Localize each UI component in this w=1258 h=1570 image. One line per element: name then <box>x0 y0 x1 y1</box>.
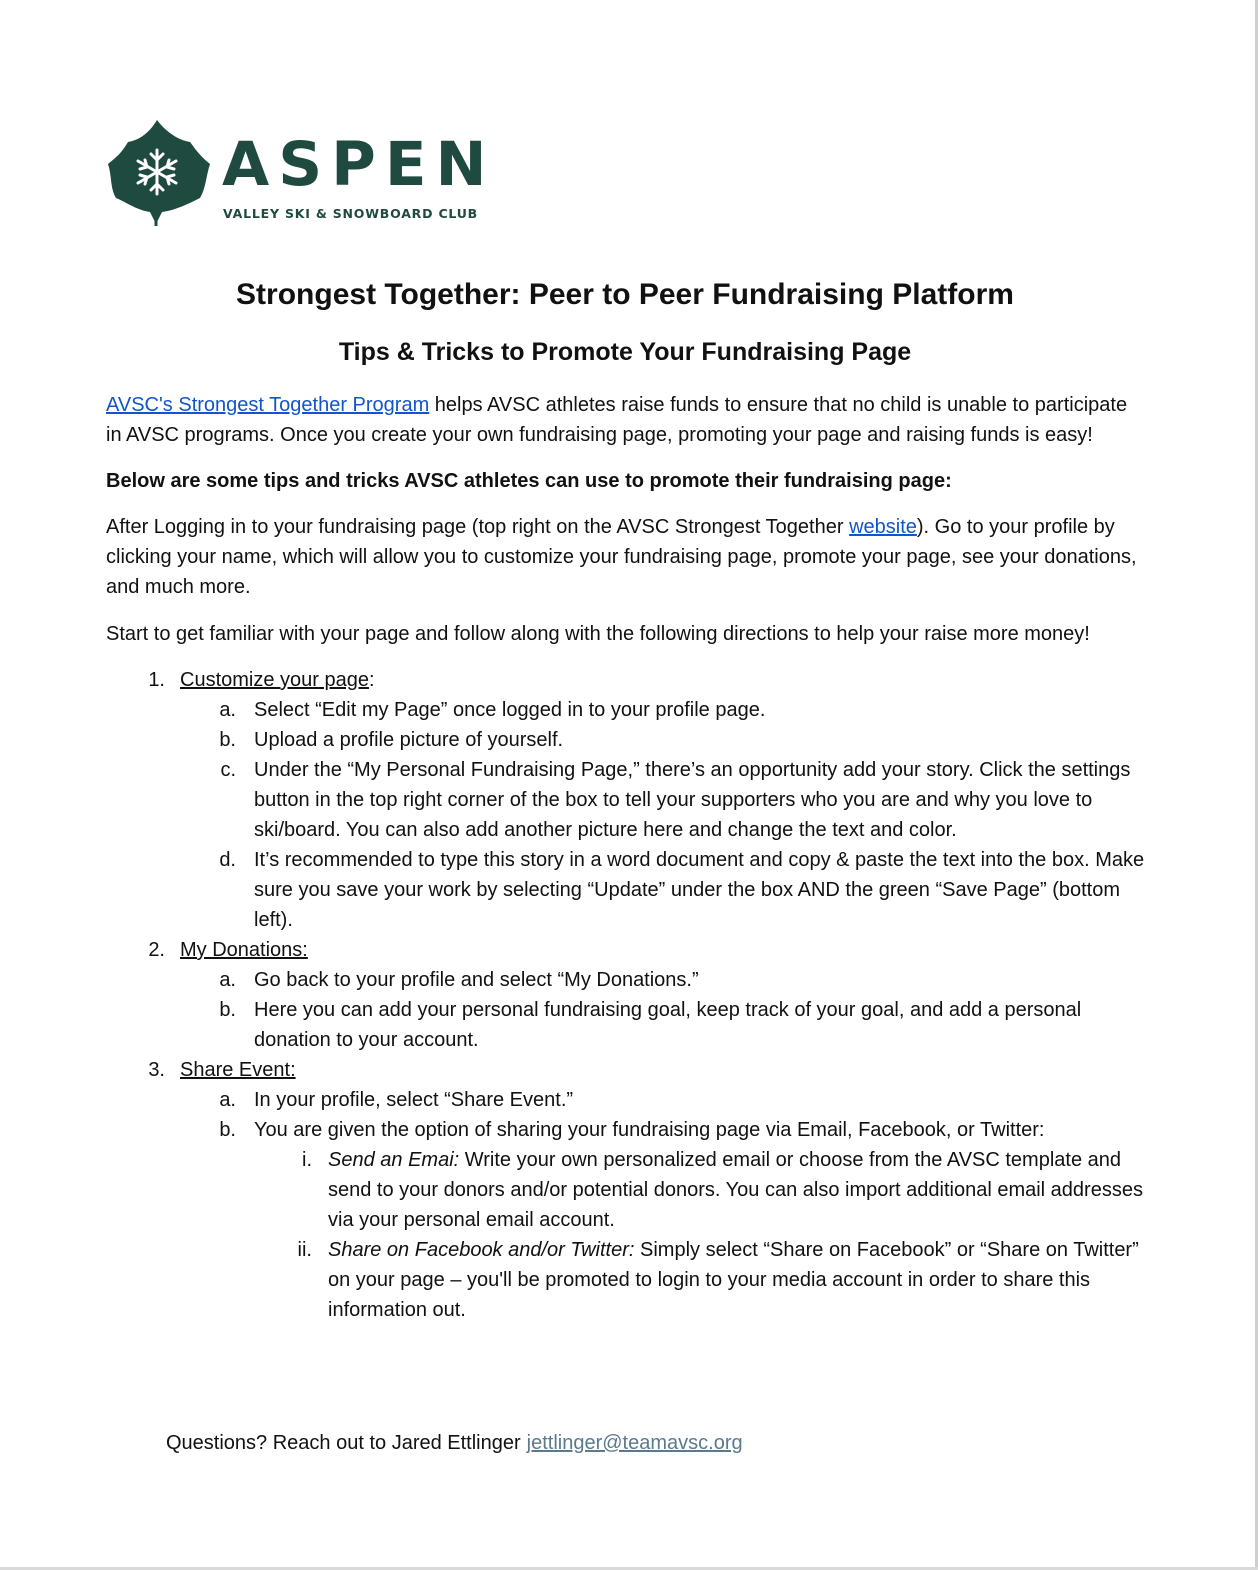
step-marker: 2. <box>148 939 165 961</box>
step-heading: Customize your page <box>180 669 369 691</box>
list-item <box>106 725 1146 755</box>
aspen-logo <box>106 118 496 228</box>
step-heading: Share Event: <box>180 1059 296 1081</box>
list-item <box>106 1115 1146 1145</box>
logo-tagline: VALLEY SKI & SNOWBOARD CLUB <box>223 206 479 221</box>
item-text: Under the “My Personal Fundraising Page,” there’s an opportunity add your story. Click the settings button in the top right corner of the box to tell your supporters who you are and why you love to ski/board. You can also add another picture here and change the text and color. <box>254 759 1131 841</box>
logo-wordmark: ASPEN <box>222 129 496 200</box>
step-3 <box>106 1055 1146 1085</box>
intro-paragraph <box>106 390 1146 450</box>
sub-item-text: Write your own personalized email or choose from the AVSC template and send to your donors and/or potential donors. You can also import additional email addresses via your personal email account. <box>328 1149 1143 1231</box>
step-marker: 3. <box>148 1059 165 1081</box>
step-heading-suffix: : <box>368 669 375 691</box>
item-marker: a. <box>219 699 236 721</box>
step-1 <box>106 665 1146 695</box>
sub-item-label: Send an Emai: <box>328 1149 460 1171</box>
step-2 <box>106 935 1146 965</box>
sub-list-item <box>106 1145 1146 1235</box>
website-link[interactable]: website <box>849 516 917 538</box>
list-item <box>106 755 1146 845</box>
item-text: Select “Edit my Page” once logged in to your profile page. <box>254 699 766 721</box>
login-text-before: After Logging in to your fundraising page (top right on the AVSC Strongest Together <box>106 516 850 538</box>
list-item <box>106 845 1146 935</box>
item-text: You are given the option of sharing your fundraising page via Email, Facebook, or Twitter: <box>254 1119 1045 1141</box>
sub-list-item <box>106 1235 1146 1325</box>
footer-text: Questions? Reach out to Jared Ettlinger <box>166 1432 521 1454</box>
item-marker: a. <box>219 969 236 991</box>
start-paragraph: Start to get familiar with your page and follow along with the following directions to help your raise more money! <box>106 623 1090 645</box>
item-text: In your profile, select “Share Event.” <box>254 1089 574 1111</box>
tips-heading: Below are some tips and tricks AVSC athletes can use to promote their fundraising page: <box>106 470 952 492</box>
list-item <box>106 695 1146 725</box>
item-marker: b. <box>219 729 236 751</box>
sub-item-text: Simply select “Share on Facebook” or “Share on Twitter” on your page – you'll be promoted to login to your media account in order to share this information out. <box>328 1239 1139 1321</box>
item-text: Here you can add your personal fundraising goal, keep track of your goal, and add a personal donation to your account. <box>254 999 1082 1051</box>
footer-contact <box>166 1428 743 1458</box>
item-text: It’s recommended to type this story in a word document and copy & paste the text into the box. Make sure you save your work by selecting “Update” under the box AND the green “Save Page” (bottom left). <box>254 849 1145 931</box>
list-item <box>106 1085 1146 1115</box>
login-text-after: ). Go to your profile by clicking your name, which will allow you to customize your fundraising page, promote your page, see your donations, and much more. <box>106 516 1137 598</box>
document-subtitle: Tips & Tricks to Promote Your Fundraising Page <box>338 338 912 366</box>
step-marker: 1. <box>148 669 165 691</box>
document-body <box>106 390 1146 1325</box>
email-link[interactable]: jettlinger@teamavsc.org <box>526 1432 743 1454</box>
sub-item-marker: ii. <box>297 1239 312 1261</box>
step-heading: My Donations: <box>180 939 308 961</box>
login-paragraph <box>106 512 1146 602</box>
item-marker: a. <box>219 1089 236 1111</box>
list-item <box>106 995 1146 1055</box>
aspen-leaf-snowflake-icon <box>106 118 212 228</box>
document-title: Strongest Together: Peer to Peer Fundraising Platform <box>236 278 1014 311</box>
program-link[interactable]: AVSC's Strongest Together Program <box>106 394 430 416</box>
item-text: Go back to your profile and select “My Donations.” <box>254 969 699 991</box>
item-text: Upload a profile picture of yourself. <box>254 729 564 751</box>
item-marker: c. <box>220 759 236 781</box>
intro-text: helps AVSC athletes raise funds to ensure that no child is unable to participate in AVSC programs. Once you create your own fundraising page, promoting your page and raising funds is easy! <box>106 394 1128 446</box>
list-item <box>106 965 1146 995</box>
item-marker: b. <box>219 1119 236 1141</box>
sub-item-label: Share on Facebook and/or Twitter: <box>328 1239 635 1261</box>
clipped-text-line <box>106 1400 806 1408</box>
sub-item-marker: i. <box>302 1149 312 1171</box>
item-marker: d. <box>219 849 236 871</box>
item-marker: b. <box>219 999 236 1021</box>
